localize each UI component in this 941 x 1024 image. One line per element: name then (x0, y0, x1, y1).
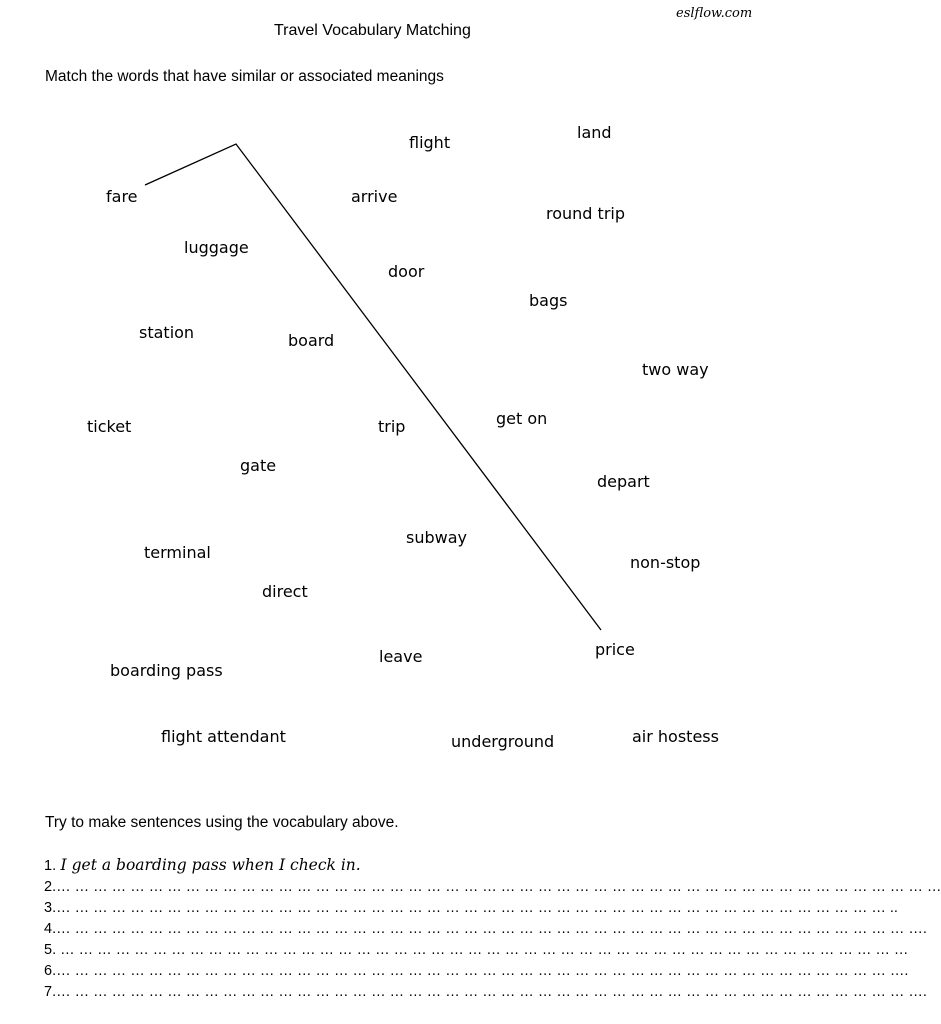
sentence-line-6[interactable] (44, 962, 909, 980)
sentence-number: 3. (44, 900, 57, 916)
word-depart: depart (597, 472, 650, 491)
matching-instruction: Match the words that have similar or associated meanings (45, 68, 444, 85)
sentence-example-text: I get a boarding pass when I check in. (60, 856, 361, 874)
word-bags: bags (529, 291, 568, 310)
answer-dots: … … … … … … … … … … … … … … … … … … … … … … … … … … … … … … … … … … … … … … … … … … … … … … …. (56, 984, 927, 1000)
page-title: Travel Vocabulary Matching (274, 22, 471, 39)
word-non-stop: non-stop (630, 553, 701, 572)
sentence-line-2[interactable] (44, 878, 941, 896)
word-flight-attendant: flight attendant (161, 727, 286, 746)
word-gate: gate (240, 456, 277, 475)
sentence-number: 7. (44, 984, 57, 1000)
sentence-line-1 (44, 856, 361, 875)
sentences-instruction: Try to make sentences using the vocabulary above. (45, 814, 399, 831)
brand-watermark: eslflow.com (676, 6, 753, 21)
word-fare: fare (106, 187, 138, 206)
word-terminal: terminal (144, 543, 211, 562)
word-air-hostess: air hostess (632, 727, 719, 746)
word-ticket: ticket (87, 417, 132, 436)
word-board: board (288, 331, 335, 350)
sentence-line-3[interactable] (44, 899, 898, 917)
sentence-number: 5. (44, 942, 57, 958)
sentence-line-4[interactable] (44, 920, 927, 938)
word-flight: flight (409, 133, 451, 152)
answer-dots: … … … … … … … … … … … … … … … … … … … … … … … … … … … … … … … … … … … … … … … … … … … … … … (56, 942, 909, 958)
sentence-number: 6. (44, 963, 57, 979)
answer-dots: … … … … … … … … … … … … … … … … … … … … … … … … … … … … … … … … … … … … … … … … … … … … … .. (56, 900, 898, 916)
word-trip: trip (378, 417, 406, 436)
word-leave: leave (379, 647, 423, 666)
word-direct: direct (262, 582, 308, 601)
answer-dots: … … … … … … … … … … … … … … … … … … … … … … … … … … … … … … … … … … … … … … … … … … … … … … …. (56, 921, 927, 937)
word-door: door (388, 262, 425, 281)
answer-dots: … … … … … … … … … … … … … … … … … … … … … … … … … … … … … … … … … … … … … … … … … … … … … … … … (56, 879, 941, 895)
sentence-line-5[interactable] (44, 941, 909, 959)
answer-dots: … … … … … … … … … … … … … … … … … … … … … … … … … … … … … … … … … … … … … … … … … … … … … …. (56, 963, 909, 979)
word-underground: underground (451, 732, 555, 751)
sentence-line-7[interactable] (44, 983, 927, 1001)
word-get-on: get on (496, 409, 548, 428)
word-land: land (577, 123, 612, 142)
word-round-trip: round trip (546, 204, 625, 223)
word-boarding-pass: boarding pass (110, 661, 223, 680)
word-subway: subway (406, 528, 467, 547)
sentence-number: 1. (44, 858, 57, 874)
word-arrive: arrive (351, 187, 398, 206)
word-price: price (595, 640, 635, 659)
sentence-number: 2. (44, 879, 57, 895)
word-station: station (139, 323, 195, 342)
word-luggage: luggage (184, 238, 249, 257)
word-two-way: two way (642, 360, 709, 379)
sentence-number: 4. (44, 921, 57, 937)
